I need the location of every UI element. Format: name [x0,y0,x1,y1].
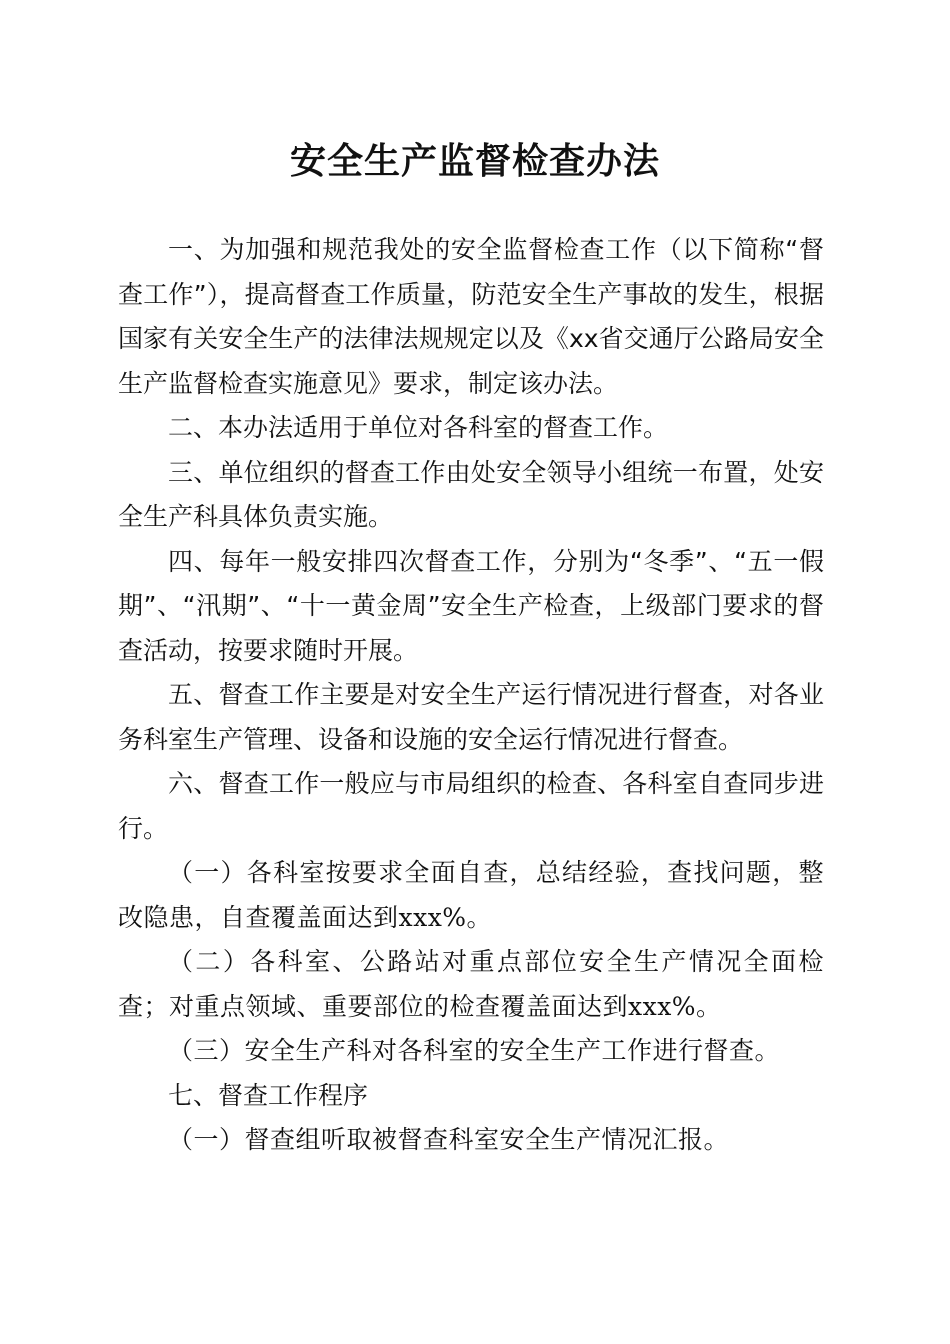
section-7-heading: 七、督查工作程序 [168,1080,369,1110]
paragraph-5: 五、督查工作主要是对安全生产运行情况进行督查，对各业务科室生产管理、设备和设施的安全运行情况进行督查。 [118,680,824,754]
sub-item-6-1: （一）各科室按要求全面自查，总结经验，查找问题，整改隐患，自查覆盖面达到xxx%。 [118,858,824,932]
document-body [118,228,824,1163]
sub-item-7-1: （一）督查组听取被督查科室安全生产情况汇报。 [168,1125,730,1154]
paragraph-4: 四、每年一般安排四次督查工作，分别为“冬季”、“五一假期”、“汛期”、“十一黄金周”安全生产检查，上级部门要求的督查活动，按要求随时开展。 [118,546,824,665]
sub-item-6-3: （三）安全生产科对各科室的安全生产工作进行督查。 [168,1036,781,1065]
document-title: 安全生产监督检查办法 [289,140,660,182]
paragraph-2: 二、本办法适用于单位对各科室的督查工作。 [168,413,669,442]
sub-item-6-2: （二）各科室、公路站对重点部位安全生产情况全面检查；对重点领域、重要部位的检查覆盖面达到xxx%。 [118,947,824,1021]
paragraph-3: 三、单位组织的督查工作由处安全领导小组统一布置，处安全生产科具体负责实施。 [118,457,824,531]
paragraph-6: 六、督查工作一般应与市局组织的检查、各科室自查同步进行。 [118,769,824,843]
paragraph-1: 一、为加强和规范我处的安全监督检查工作（以下简称“督查工作”），提高督查工作质量，防范安全生产事故的发生，根据国家有关安全生产的法律法规规定以及《xx省交通厅公路局安全生产监督检查实施意见》要求，制定该办法。 [118,235,824,398]
